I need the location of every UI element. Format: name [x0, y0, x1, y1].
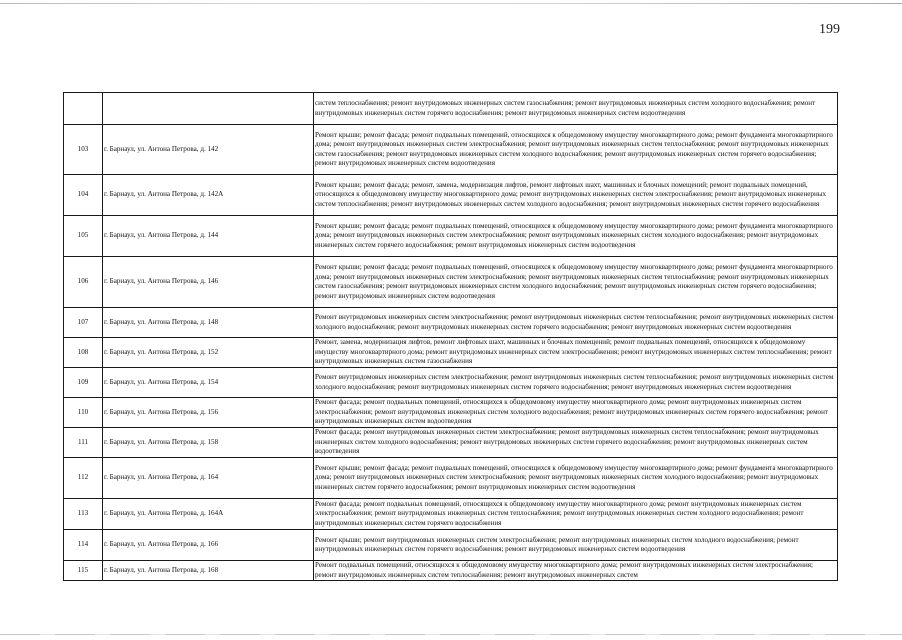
row-address: г. Барнаул, ул. Антона Петрова, д. 142 [103, 125, 314, 175]
row-address: г. Барнаул, ул. Антона Петрова, д. 144 [103, 216, 314, 257]
row-works: Ремонт крыши; ремонт фасада; ремонт подвальных помещений, относящихся к общедомовому имуществу многоквартирного дома; ремонт фундамента многоквартирного дома; ремонт внутридомовых инженерных систем электроснабжения; ремонт внутридомовых инженерных систем теплоснабжения; ремонт внутридомовых инженерных систем газоснабжения; ремонт внутридомовых инженерных систем холодного водоснабжения; ремонт внутридомовых инженерных систем горячего водоснабжения; ремонт внутридомовых инженерных систем водоотведения [314, 257, 838, 308]
row-number: 107 [64, 308, 103, 338]
row-works: Ремонт крыши; ремонт фасада; ремонт подвальных помещений, относящихся к общедомовому имуществу многоквартирного дома; ремонт фундамента многоквартирного дома; ремонт внутридомовых инженерных систем электроснабжения; ремонт внутридомовых инженерных систем теплоснабжения; ремонт внутридомовых инженерных систем газоснабжения; ремонт внутридомовых инженерных систем холодного водоснабжения; ремонт внутридомовых инженерных систем горячего водоснабжения; ремонт внутридомовых инженерных систем водоотведения [314, 125, 838, 175]
row-address [103, 93, 314, 125]
scan-edge-top [0, 3, 902, 4]
scan-edge-bottom [0, 634, 902, 635]
row-number [64, 93, 103, 125]
row-address: г. Барнаул, ул. Антона Петрова, д. 158 [103, 428, 314, 458]
row-address: г. Барнаул, ул. Антона Петрова, д. 168 [103, 561, 314, 581]
row-number: 111 [64, 428, 103, 458]
table-row [64, 125, 838, 175]
row-number: 108 [64, 338, 103, 368]
page-number: 199 [819, 22, 840, 37]
row-address: г. Барнаул, ул. Антона Петрова, д. 164А [103, 499, 314, 530]
row-number: 105 [64, 216, 103, 257]
row-works: Ремонт фасада; ремонт подвальных помещений, относящихся к общедомовому имуществу многоквартирного дома; ремонт внутридомовых инженерных систем электроснабжения; ремонт внутридомовых инженерных систем холодного водоснабжения; ремонт внутридомовых инженерных систем горячего водоснабжения; ремонт внутридомовых инженерных систем водоотведения [314, 398, 838, 428]
repair-works-table [63, 92, 838, 581]
row-number: 113 [64, 499, 103, 530]
row-works: Ремонт фасада; ремонт внутридомовых инженерных систем электроснабжения; ремонт внутридомовых инженерных систем теплоснабжения; ремонт внутридомовых инженерных систем холодного водоснабжения; ремонт внутридомовых инженерных систем горячего водоснабжения; ремонт внутридомовых инженерных систем водоотведения [314, 428, 838, 458]
row-number: 104 [64, 175, 103, 216]
row-address: г. Барнаул, ул. Антона Петрова, д. 142А [103, 175, 314, 216]
row-works: Ремонт, замена, модернизация лифтов, ремонт лифтовых шахт, машинных и блочных помещений; ремонт подвальных помещений, относящихся к общедомовому имуществу многоквартирного дома; ремонт внутридомовых инженерных систем электроснабжения; ремонт внутридомовых инженерных систем теплоснабжения; ремонт внутридомовых инженерных систем газоснабжения [314, 338, 838, 368]
table-row [64, 530, 838, 561]
row-number: 109 [64, 368, 103, 398]
row-works: Ремонт крыши; ремонт фасада; ремонт, замена, модернизация лифтов, ремонт лифтовых шахт, машинных и блочных помещений; ремонт подвальных помещений, относящихся к общедомовому имуществу многоквартирного дома; ремонт внутридомовых инженерных систем электроснабжения; ремонт внутридомовых инженерных систем теплоснабжения; ремонт внутридомовых инженерных систем холодного водоснабжения; ремонт внутридомовых инженерных систем горячего водоснабжения [314, 175, 838, 216]
table-row [64, 499, 838, 530]
row-number: 103 [64, 125, 103, 175]
row-works: Ремонт крыши; ремонт фасада; ремонт подвальных помещений, относящихся к общедомовому имуществу многоквартирного дома; ремонт фундамента многоквартирного дома; ремонт внутридомовых инженерных систем электроснабжения; ремонт внутридомовых инженерных систем холодного водоснабжения; ремонт внутридомовых инженерных систем горячего водоснабжения; ремонт внутридомовых инженерных систем водоотведения [314, 216, 838, 257]
row-number: 106 [64, 257, 103, 308]
row-address: г. Барнаул, ул. Антона Петрова, д. 166 [103, 530, 314, 561]
row-works: Ремонт внутридомовых инженерных систем электроснабжения; ремонт внутридомовых инженерных систем теплоснабжения; ремонт внутридомовых инженерных систем холодного водоснабжения; ремонт внутридомовых инженерных систем горячего водоснабжения; ремонт внутридомовых инженерных систем водоотведения [314, 308, 838, 338]
table-row [64, 93, 838, 125]
table-row [64, 175, 838, 216]
row-number: 115 [64, 561, 103, 581]
table-row [64, 338, 838, 368]
row-works: Ремонт внутридомовых инженерных систем электроснабжения; ремонт внутридомовых инженерных систем теплоснабжения; ремонт внутридомовых инженерных систем холодного водоснабжения; ремонт внутридомовых инженерных систем горячего водоснабжения; ремонт внутридомовых инженерных систем водоотведения [314, 368, 838, 398]
row-number: 112 [64, 458, 103, 499]
table-row [64, 398, 838, 428]
table-row [64, 308, 838, 338]
row-address: г. Барнаул, ул. Антона Петрова, д. 164 [103, 458, 314, 499]
row-works: Ремонт крыши; ремонт внутридомовых инженерных систем электроснабжения; ремонт внутридомовых инженерных систем холодного водоснабжения; ремонт внутридомовых инженерных систем горячего водоснабжения; ремонт внутридомовых инженерных систем водоотведения [314, 530, 838, 561]
row-address: г. Барнаул, ул. Антона Петрова, д. 156 [103, 398, 314, 428]
row-address: г. Барнаул, ул. Антона Петрова, д. 148 [103, 308, 314, 338]
table-row [64, 216, 838, 257]
table-row [64, 257, 838, 308]
table-row [64, 561, 838, 581]
row-works: Ремонт подвальных помещений, относящихся к общедомовому имуществу многоквартирного дома; ремонт внутридомовых инженерных систем электроснабжения; ремонт внутридомовых инженерных систем теплоснабжения; ремонт внутридомовых инженерных систем [314, 561, 838, 581]
row-number: 114 [64, 530, 103, 561]
row-number: 110 [64, 398, 103, 428]
table-row [64, 428, 838, 458]
row-works: Ремонт фасада; ремонт подвальных помещений, относящихся к общедомовому имуществу многоквартирного дома; ремонт внутридомовых инженерных систем электроснабжения; ремонт внутридомовых инженерных систем теплоснабжения; ремонт внутридомовых инженерных систем холодного водоснабжения; ремонт внутридомовых инженерных систем горячего водоснабжения [314, 499, 838, 530]
row-works: систем теплоснабжения; ремонт внутридомовых инженерных систем газоснабжения; ремонт внутридомовых инженерных систем холодного водоснабжения; ремонт внутридомовых инженерных систем горячего водоснабжения; ремонт внутридомовых инженерных систем водоотведения [314, 93, 838, 125]
row-address: г. Барнаул, ул. Антона Петрова, д. 154 [103, 368, 314, 398]
row-address: г. Барнаул, ул. Антона Петрова, д. 152 [103, 338, 314, 368]
row-address: г. Барнаул, ул. Антона Петрова, д. 146 [103, 257, 314, 308]
table-row [64, 368, 838, 398]
table-row [64, 458, 838, 499]
row-works: Ремонт крыши; ремонт фасада; ремонт подвальных помещений, относящихся к общедомовому имуществу многоквартирного дома; ремонт фундамента многоквартирного дома; ремонт внутридомовых инженерных систем электроснабжения; ремонт внутридомовых инженерных систем холодного водоснабжения; ремонт внутридомовых инженерных систем горячего водоснабжения; ремонт внутридомовых инженерных систем водоотведения [314, 458, 838, 499]
